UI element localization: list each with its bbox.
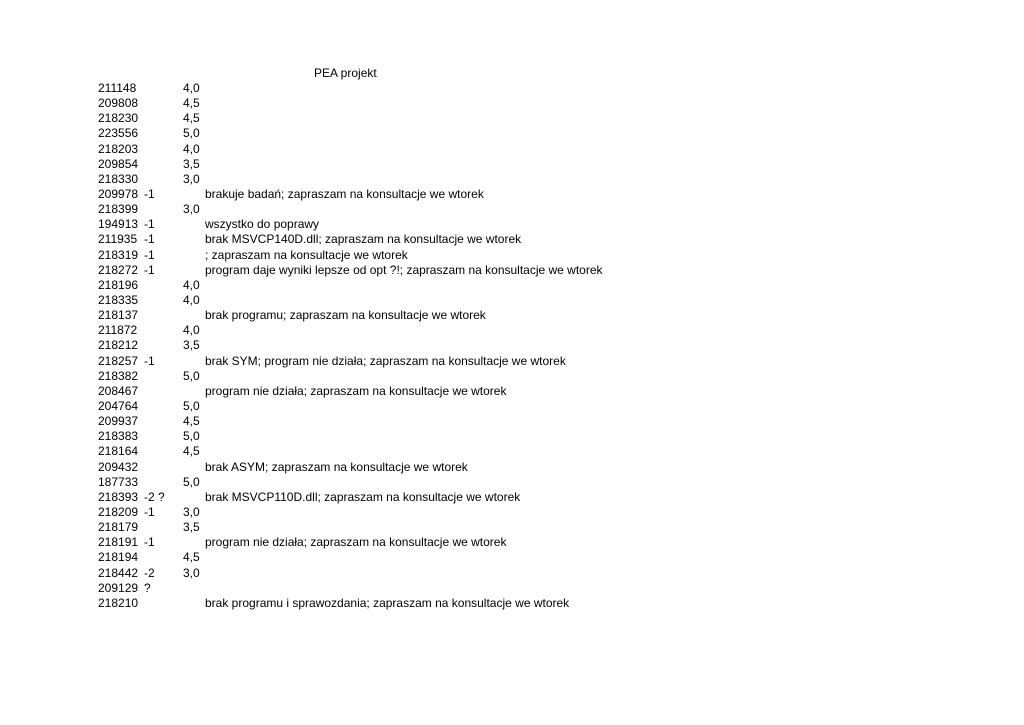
student-id: 204764 [98, 398, 139, 413]
student-id: 187733 [98, 474, 139, 489]
penalty-mark: -1 [144, 535, 155, 550]
comment-text: program nie działa; zapraszam na konsultacje we wtorek [205, 383, 507, 398]
student-id: 218272 [98, 262, 139, 277]
student-id: 218335 [98, 292, 139, 307]
student-id: 209432 [98, 459, 139, 474]
comment-text: brak programu i sprawozdania; zapraszam na konsultacje we wtorek [205, 595, 570, 610]
student-id: 218382 [98, 368, 139, 383]
grade-value: 4,5 [183, 111, 200, 126]
comment-text: brak SYM; program nie działa; zapraszam na konsultacje we wtorek [205, 353, 566, 368]
student-id: 218330 [98, 171, 139, 186]
student-id: 218319 [98, 247, 139, 262]
comment-text: program nie działa; zapraszam na konsultacje we wtorek [205, 535, 507, 550]
grade-value: 5,0 [183, 474, 200, 489]
grade-value: 3,0 [183, 202, 200, 217]
grade-value: 3,0 [183, 171, 200, 186]
comment-text: ; zapraszam na konsultacje we wtorek [205, 247, 408, 262]
grade-value: 3,5 [183, 520, 200, 535]
student-id: 209854 [98, 156, 139, 171]
grade-value: 3,0 [183, 565, 200, 580]
comment-text: wszystko do poprawy [205, 217, 320, 232]
student-id: 218194 [98, 550, 139, 565]
grade-value: 5,0 [183, 398, 200, 413]
penalty-mark: -1 [144, 186, 155, 201]
grade-value: 4,0 [183, 323, 200, 338]
student-id: 218164 [98, 444, 139, 459]
student-id: 211872 [98, 323, 138, 338]
grade-value: 4,0 [183, 292, 200, 307]
student-id: 208467 [98, 383, 139, 398]
grade-value: 4,5 [183, 96, 200, 111]
penalty-mark: -1 [144, 217, 155, 232]
comment-text: program daje wyniki lepsze od opt ?!; zapraszam na konsultacje we wtorek [205, 262, 603, 277]
student-id: 218230 [98, 111, 139, 126]
grade-value: 4,0 [183, 81, 200, 95]
student-id: 218203 [98, 141, 139, 156]
student-id: 218393 [98, 489, 139, 504]
grade-value: 5,0 [183, 126, 200, 141]
penalty-mark: -1 [144, 232, 155, 247]
student-id: 218196 [98, 277, 139, 292]
student-id: 218137 [98, 308, 139, 323]
student-id: 194913 [98, 217, 139, 232]
student-id: 209808 [98, 96, 139, 111]
student-id: 218212 [98, 338, 139, 353]
student-id: 209937 [98, 414, 139, 429]
grade-value: 3,0 [183, 504, 200, 519]
student-id: 218442 [98, 565, 139, 580]
grade-value: 5,0 [183, 429, 200, 444]
comment-text: brak MSVCP140D.dll; zapraszam na konsultacje we wtorek [205, 232, 522, 247]
student-id: 211148 [98, 81, 137, 95]
student-id: 218383 [98, 429, 139, 444]
penalty-mark: -1 [144, 353, 155, 368]
comment-text: brak programu; zapraszam na konsultacje we wtorek [205, 308, 486, 323]
page-title: PEA projekt [314, 66, 377, 80]
grade-value: 5,0 [183, 368, 200, 383]
comment-text: brak MSVCP110D.dll; zapraszam na konsultacje we wtorek [205, 489, 521, 504]
grade-value: 4,0 [183, 141, 200, 156]
grade-value: 3,5 [183, 156, 200, 171]
grade-value: 4,5 [183, 414, 200, 429]
grade-value: 3,5 [183, 338, 200, 353]
comment-text: brak ASYM; zapraszam na konsultacje we wtorek [205, 459, 468, 474]
student-id: 218399 [98, 202, 139, 217]
comment-text: brakuje badań; zapraszam na konsultacje we wtorek [205, 186, 484, 201]
penalty-mark: -1 [144, 504, 155, 519]
penalty-mark: ? [144, 580, 151, 595]
student-id: 218257 [98, 353, 139, 368]
grade-value: 4,0 [183, 277, 200, 292]
penalty-mark: -2 [144, 565, 155, 580]
student-id: 223556 [98, 126, 139, 141]
student-id: 218179 [98, 520, 139, 535]
grade-value: 4,5 [183, 444, 200, 459]
grade-value: 4,5 [183, 550, 200, 565]
penalty-mark: -1 [144, 247, 155, 262]
student-id: 218209 [98, 504, 139, 519]
penalty-mark: -1 [144, 262, 155, 277]
student-id: 209978 [98, 186, 139, 201]
student-id: 209129 [98, 580, 139, 595]
student-id: 211935 [98, 232, 138, 247]
student-id: 218210 [98, 595, 139, 610]
student-id: 218191 [98, 535, 139, 550]
penalty-mark: -2 ? [144, 489, 165, 504]
